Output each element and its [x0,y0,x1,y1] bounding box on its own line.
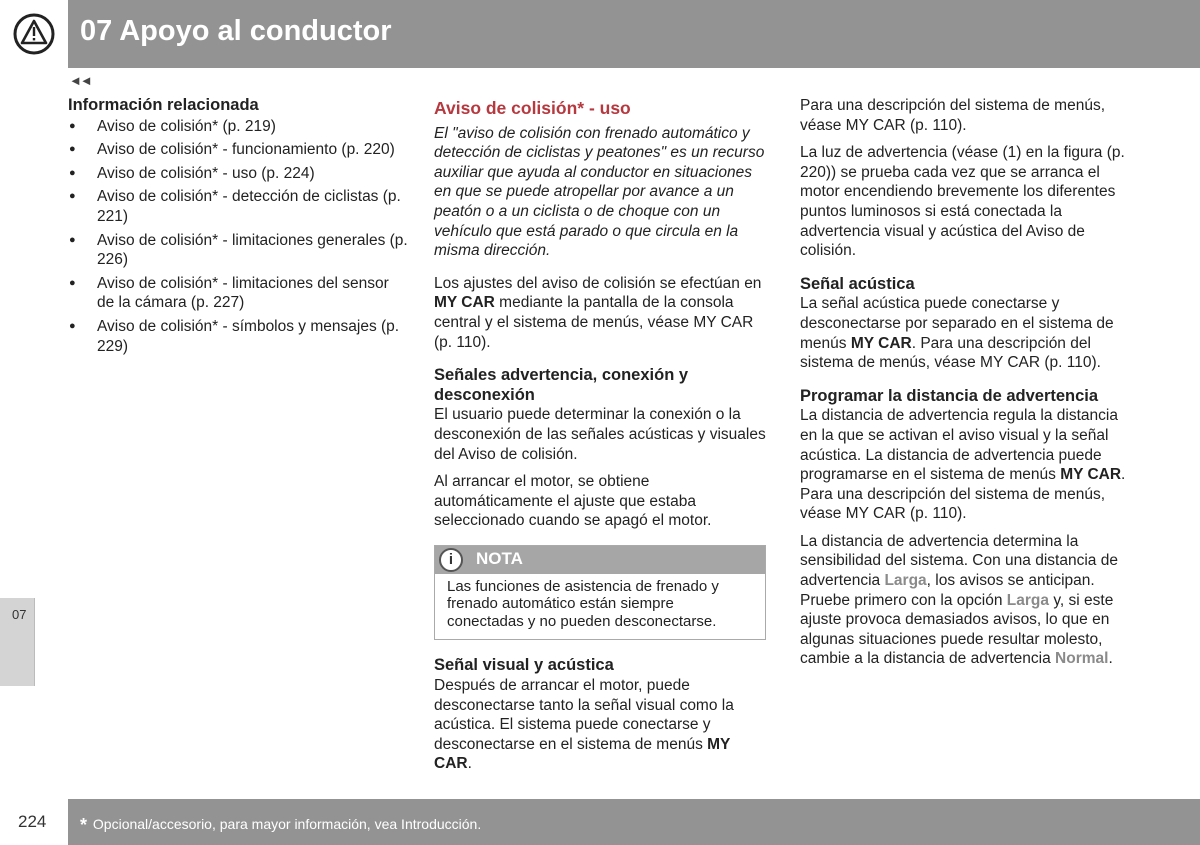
related-links-list [68,117,408,357]
option-long: Larga [884,572,927,590]
page-number: 224 [18,812,47,831]
footnote-text: Opcional/accesorio, para mayor información, vea Introducción. [92,816,482,832]
menu-ref-paragraph: Para una descripción del sistema de menús, véase MY CAR (p. 110). [800,97,1105,134]
subheading-signals: Señales advertencia, conexión y desconexión [434,366,689,404]
signals-paragraph: El usuario puede determinar la conexión o la desconexión de las señales acústicas y visuales del Aviso de colisión. [434,406,766,463]
text-run: La distancia de advertencia regula la distancia en la que se activan el aviso visual y la señal acústica. La distancia de advertencia puede programarse en el sistema de menús [800,407,1118,484]
subheading-visual-acoustic: Señal visual y acústica [434,656,614,675]
related-link-item[interactable]: ● Aviso de colisión* - uso (p. 224) [68,164,408,184]
warning-triangle-icon [0,0,68,68]
menu-name: MY CAR [1060,466,1122,484]
option-normal: Normal [1055,650,1109,668]
note-body: Las funciones de asistencia de frenado y frenado automático están siempre conectadas y no pueden desconectarse. [447,577,719,630]
footnote-star: * [80,815,88,835]
related-link-item[interactable]: ● Aviso de colisión* - limitaciones del sensor de la cámara (p. 227) [68,274,408,313]
text-run: y, si este ajuste provoca demasiados avisos, lo que en algunas situaciones puede resultar molesto, cambie a la distancia de advertencia [800,591,1114,668]
chapter-tab[interactable] [0,598,35,686]
acoustic-paragraph [800,294,1136,372]
text-run: Los ajustes del aviso de colisión se efectúan en [434,274,762,292]
text-run: mediante la pantalla de la consola central y el sistema de menús, véase MY CAR (p. 110). [434,294,754,351]
warning-light-paragraph: La luz de advertencia (véase (1) en la figura (p. 220)) se prueba cada vez que se arranca el motor encendiendo brevemente los diferentes puntos luminosos si está conectada la advertencia visual y acústica del Aviso de colisión. [800,144,1125,260]
text-run: . [1108,650,1113,668]
warning-distance-paragraph [800,406,1136,524]
related-link-item[interactable]: ● Aviso de colisión* - detección de ciclistas (p. 221) [68,187,408,226]
text-run: Después de arrancar el motor, puede desconectarse tanto la señal visual como la acústica. El sistema puede conectarse y desconectarse en el sistema de menús [434,676,734,753]
details-column [800,96,1136,669]
intro-paragraph: El "aviso de colisión con frenado automático y detección de ciclistas y peatones" es un recurso auxiliar que ayuda al conductor en situaciones en que se puede atropellar por avance a un peatón o a un ciclista o de choque con un vehículo que está parado o que circula en la misma dirección. [434,124,765,260]
text-run: , los avisos se anticipan. Pruebe primero con la opción [800,572,1095,609]
usage-column [434,96,768,774]
related-info-column [68,96,408,360]
menu-name: MY CAR [434,294,495,312]
related-link-item[interactable]: ● Aviso de colisión* (p. 219) [68,117,408,137]
chapter-tab-label: 07 [12,607,27,622]
settings-paragraph [434,274,768,352]
menu-name: MY CAR [434,735,731,773]
page-title: 07 Apoyo al conductor [80,15,392,47]
info-icon: i [439,548,463,572]
text-run: . Para una descripción del sistema de menús, véase MY CAR (p. 110). [800,334,1101,372]
option-long: Larga [1006,591,1050,609]
menu-name: MY CAR [850,334,912,352]
subheading-acoustic: Señal acústica [800,274,915,293]
footnote [80,815,481,836]
startup-paragraph: Al arrancar el motor, se obtiene automáticamente el ajuste que estaba seleccionado cuando se apagó el motor. [434,473,712,530]
left-rail [0,0,68,845]
related-link-item[interactable]: ● Aviso de colisión* - símbolos y mensajes (p. 229) [68,317,408,356]
note-title: NOTA [476,548,523,568]
visual-acoustic-paragraph [434,676,768,774]
text-run: La distancia de advertencia determina la sensibilidad del sistema. Con una distancia de advertencia [800,532,1118,590]
related-link-item[interactable]: ● Aviso de colisión* - limitaciones generales (p. 226) [68,231,408,270]
back-arrows-icon[interactable]: ◄◄ [69,73,91,88]
sensitivity-paragraph [800,532,1136,669]
related-link-item[interactable]: ● Aviso de colisión* - funcionamiento (p. 220) [68,140,408,160]
related-info-heading: Información relacionada [68,96,259,114]
note-header [435,546,765,574]
text-run: . Para una descripción del sistema de menús, véase MY CAR (p. 110). [800,466,1126,523]
section-title: Aviso de colisión* - uso [434,98,631,118]
note-box [434,545,766,641]
text-run: La señal acústica puede conectarse y desconectarse por separado en el sistema de menús [800,295,1114,352]
subheading-warning-distance: Programar la distancia de advertencia [800,386,1099,405]
text-run: . [467,755,472,773]
